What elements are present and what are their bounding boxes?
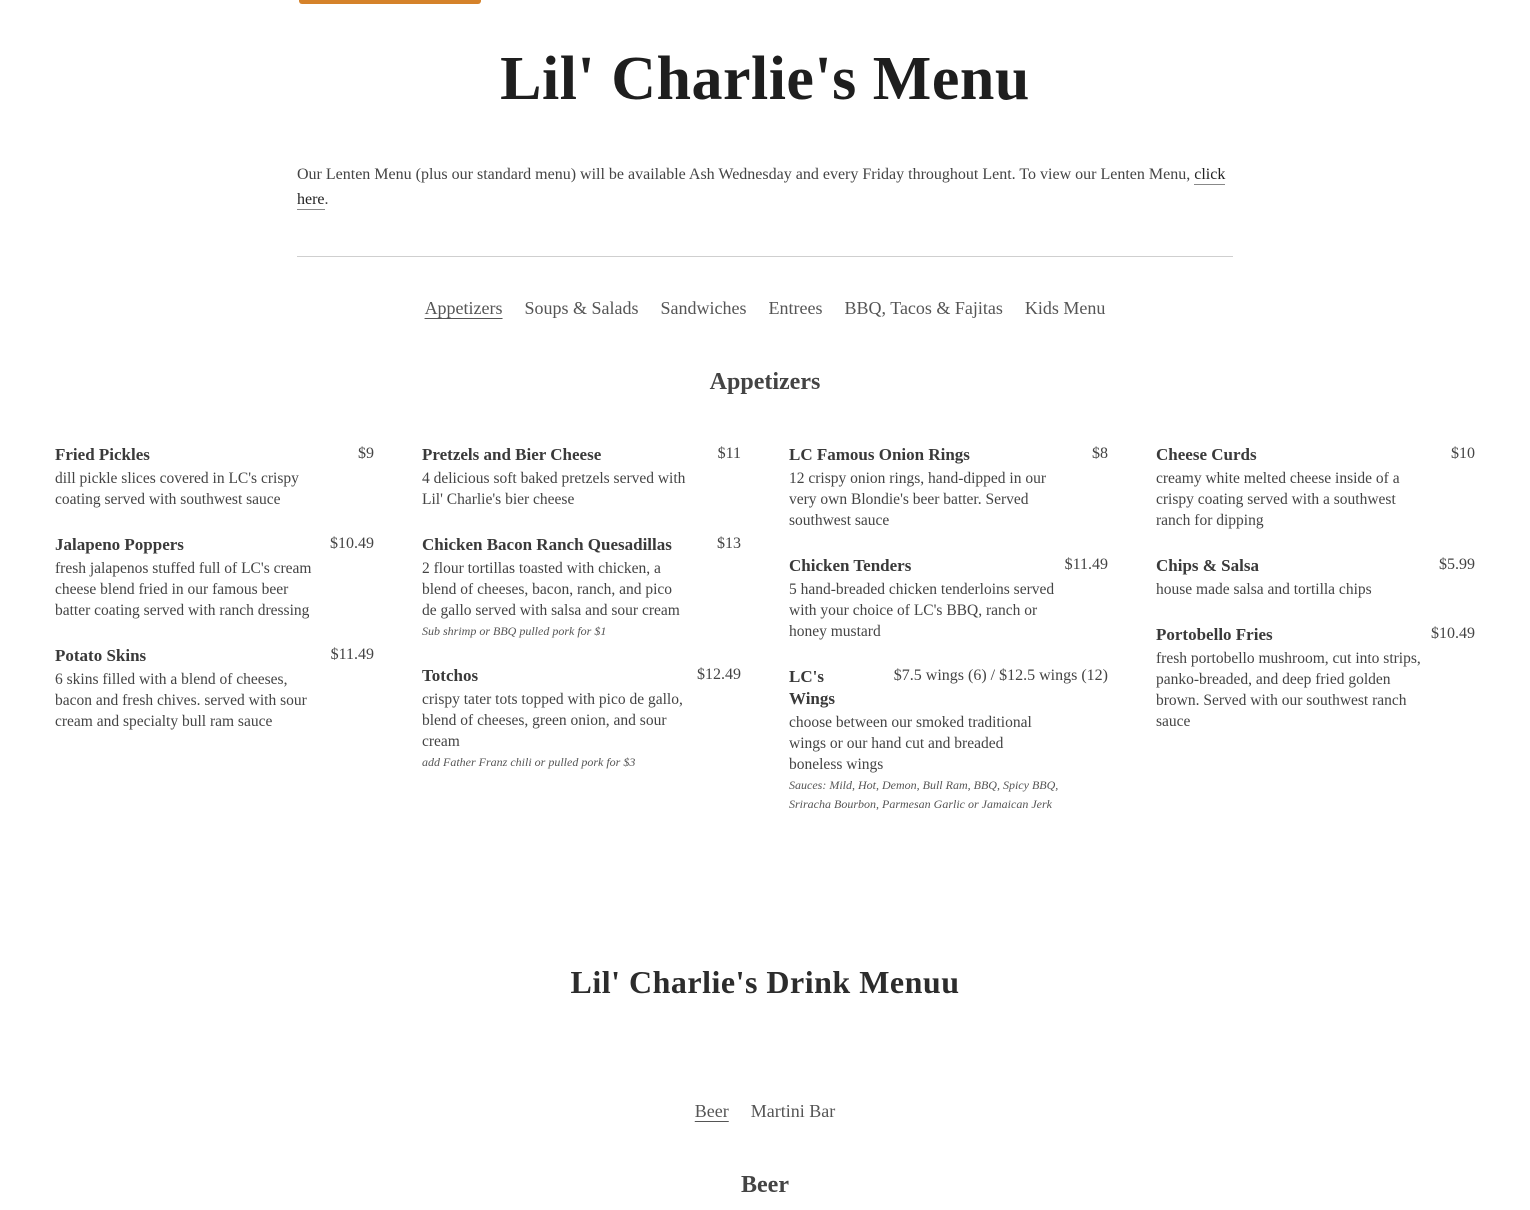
tab-martini-bar[interactable]: Martini Bar [750, 1101, 836, 1121]
item-description: 2 flour tortillas toasted with chicken, a blend of cheeses, bacon, ranch, and pico de gallo served with salsa and sour cream [422, 560, 680, 619]
menu-item [789, 555, 1108, 642]
item-price: $7.5 wings (6) / $12.5 wings (12) [893, 667, 1108, 684]
item-name: Jalapeno Poppers [55, 535, 184, 554]
item-note: Sauces: Mild, Hot, Demon, Bull Ram, BBQ, Spicy BBQ, Sriracha Bourbon, Parmesan Garlic or Jamaican Jerk [789, 778, 1059, 811]
item-name: Chicken Tenders [789, 556, 912, 575]
item-price: $10.49 [1431, 625, 1475, 642]
item-price: $12.49 [697, 666, 741, 683]
tab-beer[interactable]: Beer [694, 1101, 729, 1121]
item-price: $11 [717, 445, 741, 462]
menu-column [789, 444, 1108, 838]
item-description: creamy white melted cheese inside of a crispy coating served with a southwest ranch for dipping [1156, 470, 1400, 529]
item-description: 6 skins filled with a blend of cheeses, bacon and fresh chives. served with sour cream and specialty bull ram sauce [55, 671, 307, 730]
menu-column [55, 444, 374, 838]
item-name: Pretzels and Bier Cheese [422, 445, 602, 464]
item-note: add Father Franz chili or pulled pork for $3 [422, 755, 636, 769]
item-description: choose between our smoked traditional wings or our hand cut and breaded boneless wings [789, 714, 1032, 773]
item-description: 5 hand-breaded chicken tenderloins served with your choice of LC's BBQ, ranch or honey mustard [789, 581, 1055, 640]
menu-item [55, 444, 374, 510]
tab-kids-menu[interactable]: Kids Menu [1024, 298, 1106, 318]
item-price: $10.49 [330, 535, 374, 552]
lenten-menu-link[interactable]: click here [297, 166, 1226, 208]
tab-appetizers[interactable]: Appetizers [424, 298, 503, 318]
item-price: $11.49 [1064, 556, 1108, 573]
menu-item [1156, 555, 1475, 600]
menu-item [1156, 624, 1475, 732]
item-name: Potato Skins [55, 646, 147, 665]
tab-soups-salads[interactable]: Soups & Salads [524, 298, 639, 318]
item-description: crispy tater tots topped with pico de gallo, blend of cheeses, green onion, and sour cream [422, 691, 683, 750]
lenten-notice-suffix: . [324, 191, 329, 208]
menu-item [789, 444, 1108, 531]
item-name: Fried Pickles [55, 445, 150, 464]
item-price: $11.49 [330, 646, 374, 663]
appetizers-grid [55, 444, 1475, 838]
item-description: 4 delicious soft baked pretzels served with Lil' Charlie's bier cheese [422, 470, 686, 508]
menu-column [1156, 444, 1475, 838]
food-menu-tabs [0, 298, 1530, 319]
appetizers-heading: Appetizers [709, 369, 821, 395]
lenten-notice-text: Our Lenten Menu (plus our standard menu) will be available Ash Wednesday and every Friday throughout Lent. To view our Lenten Menu, [297, 166, 1195, 183]
divider [297, 256, 1233, 257]
menu-item [789, 666, 1108, 814]
item-description: 12 crispy onion rings, hand-dipped in our very own Blondie's beer batter. Served southwest sauce [789, 470, 1047, 529]
page-title: Lil' Charlie's Menu [500, 45, 1030, 113]
menu-item [1156, 444, 1475, 531]
item-name: LC's Wings [789, 667, 835, 708]
item-name: Totchos [422, 666, 479, 685]
item-description: house made salsa and tortilla chips [1156, 581, 1372, 598]
menu-column [422, 444, 741, 838]
drink-menu-tabs [0, 1101, 1530, 1122]
item-name: LC Famous Onion Rings [789, 445, 970, 464]
item-note: Sub shrimp or BBQ pulled pork for $1 [422, 624, 607, 638]
item-price: $8 [1092, 445, 1108, 462]
item-price: $10 [1451, 445, 1475, 462]
lenten-notice [297, 162, 1237, 212]
item-description: fresh portobello mushroom, cut into strips, panko-breaded, and deep fried golden brown. Served with our southwest ranch sauce [1156, 650, 1421, 730]
item-price: $13 [717, 535, 741, 552]
menu-item [55, 645, 374, 732]
menu-item [422, 534, 741, 641]
menu-item [55, 534, 374, 621]
tab-bbq-tacos-fajitas[interactable]: BBQ, Tacos & Fajitas [844, 298, 1003, 318]
tab-sandwiches[interactable]: Sandwiches [660, 298, 747, 318]
drink-menu-title: Lil' Charlie's Drink Menuu [570, 964, 960, 1000]
item-name: Chips & Salsa [1156, 556, 1259, 575]
item-description: dill pickle slices covered in LC's crispy coating served with southwest sauce [55, 470, 299, 508]
item-name: Cheese Curds [1156, 445, 1257, 464]
menu-item [422, 444, 741, 510]
tab-entrees[interactable]: Entrees [768, 298, 823, 318]
top-accent-bar [299, 0, 481, 4]
menu-item [422, 665, 741, 772]
item-price: $5.99 [1439, 556, 1475, 573]
item-description: fresh jalapenos stuffed full of LC's cream cheese blend fried in our famous beer batter coating served with ranch dressing [55, 560, 312, 619]
item-price: $9 [358, 445, 374, 462]
item-name: Chicken Bacon Ranch Quesadillas [422, 535, 672, 554]
item-name: Portobello Fries [1156, 625, 1273, 644]
beer-heading: Beer [741, 1172, 789, 1198]
